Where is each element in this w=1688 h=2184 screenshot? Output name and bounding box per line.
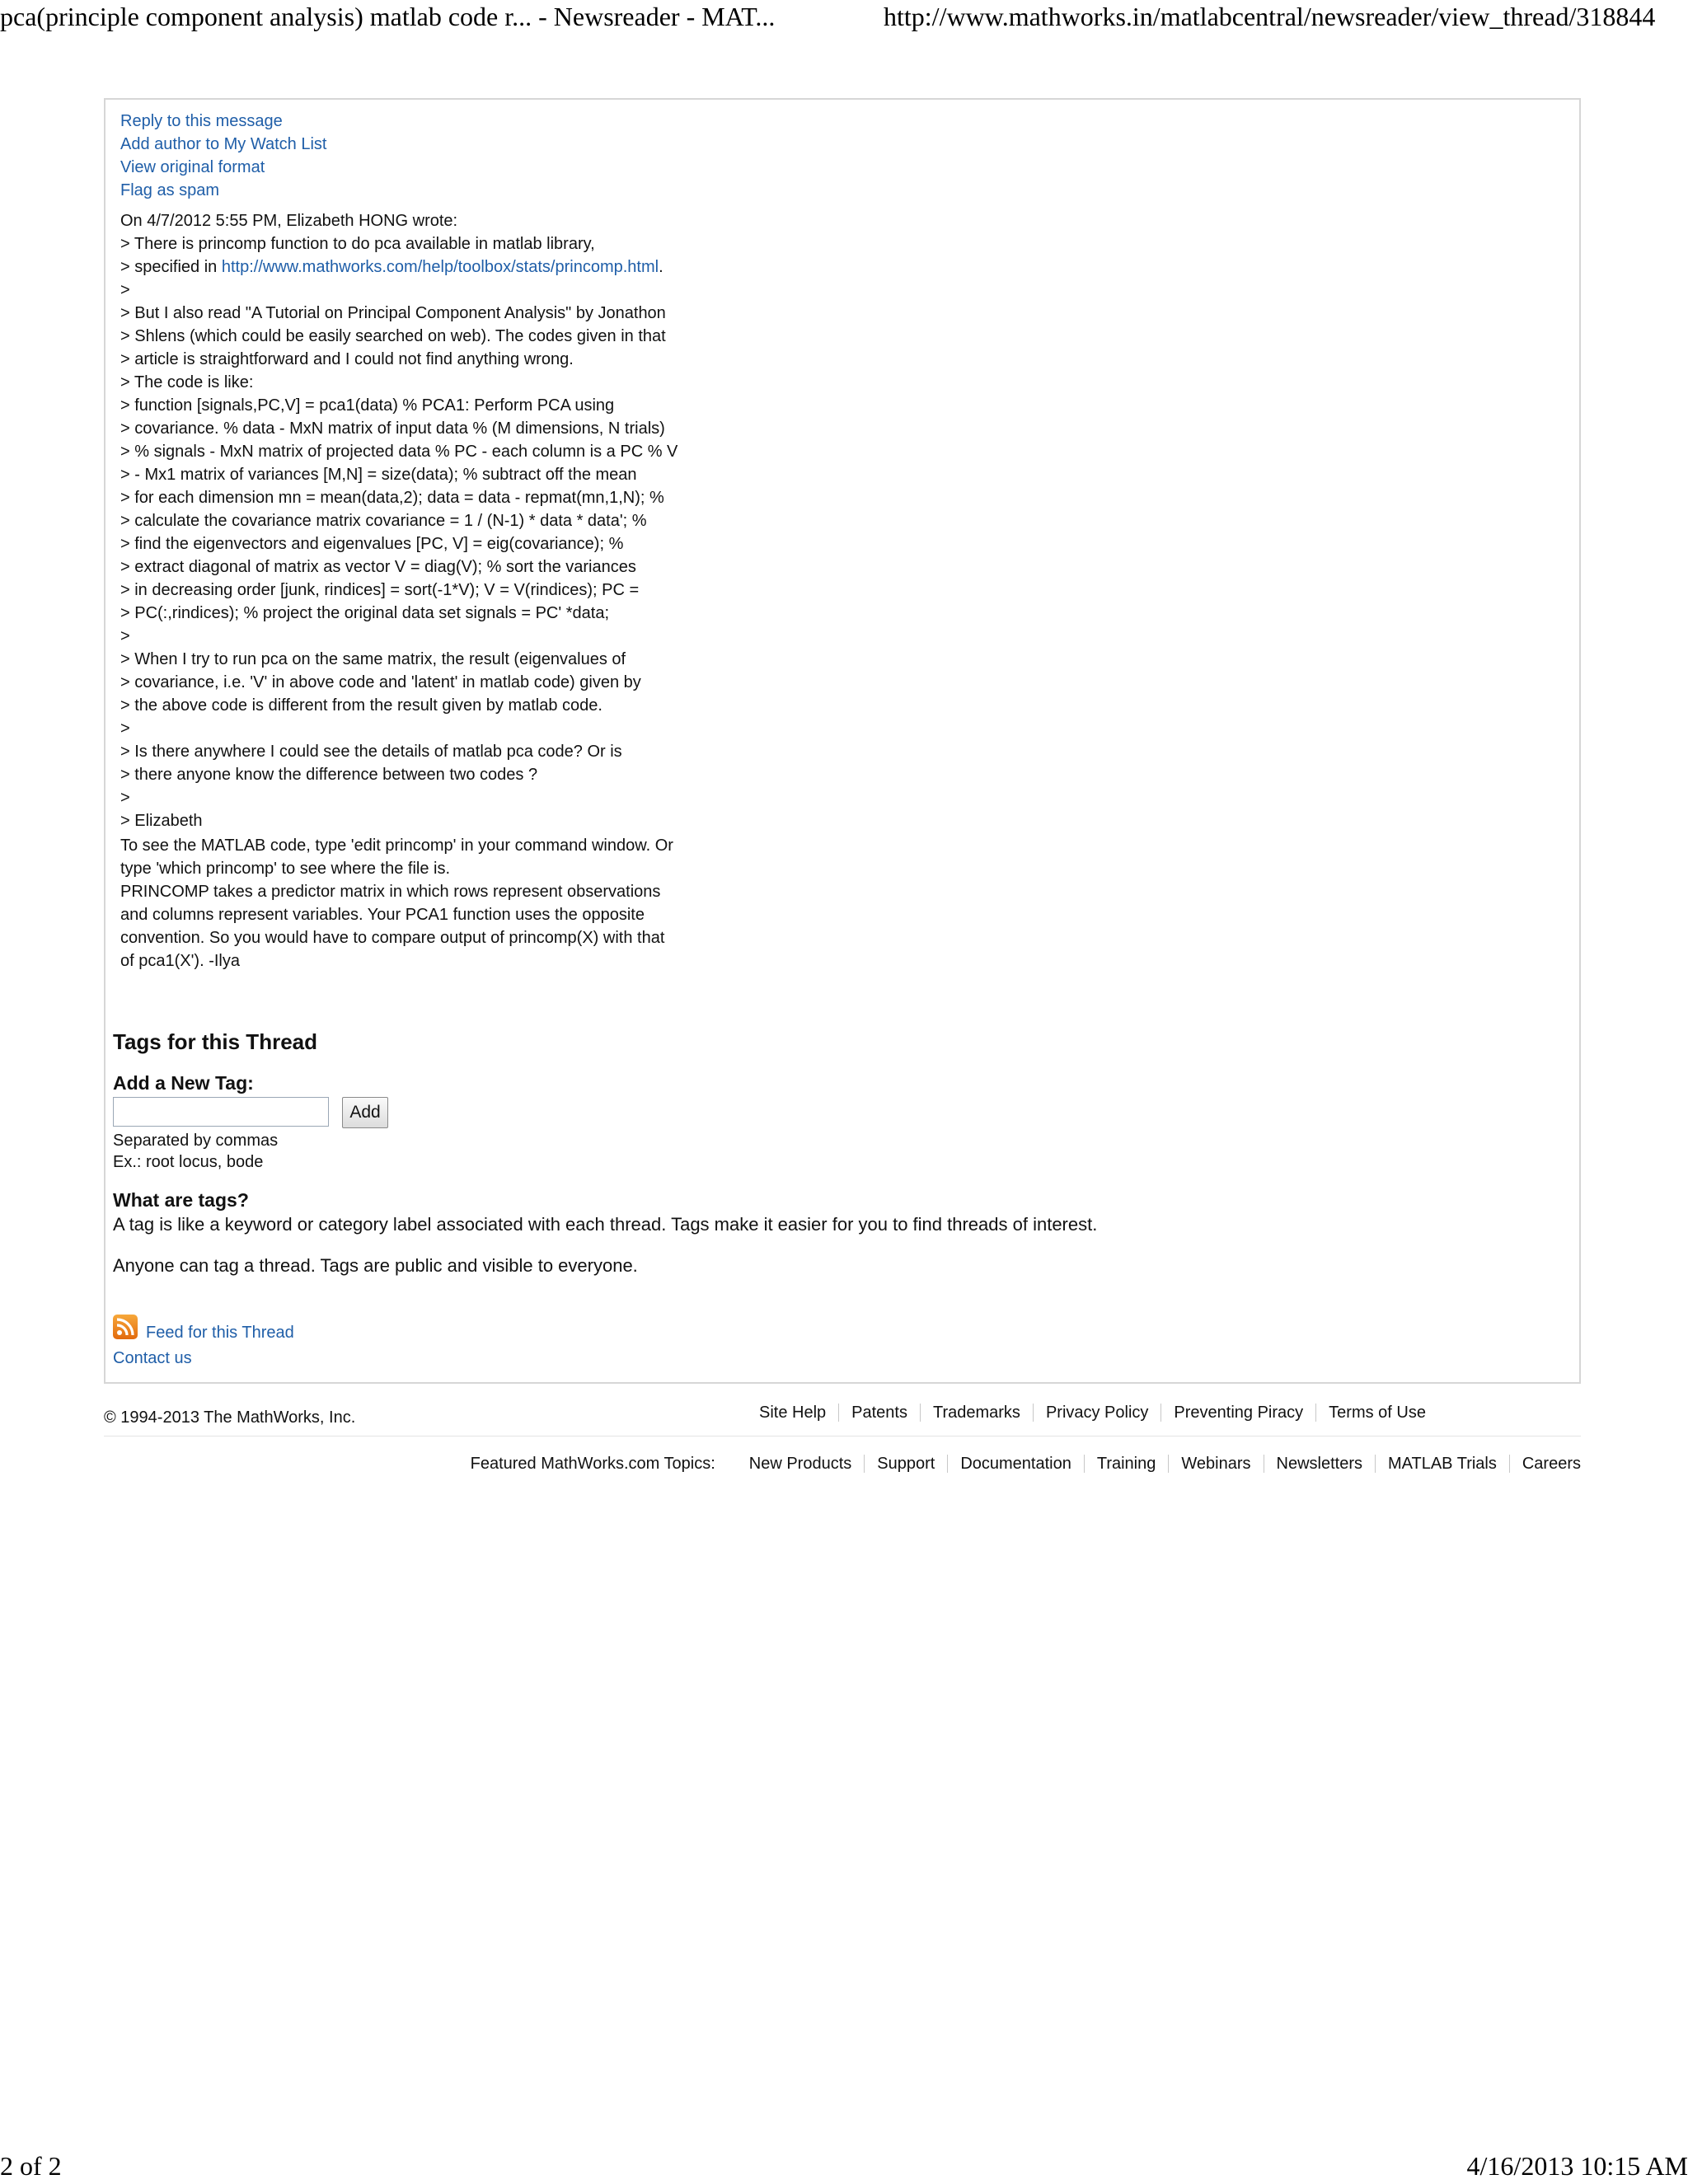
footer-link-patents[interactable]: Patents <box>851 1404 907 1422</box>
message-line: > article is straightforward and I could not find anything wrong. <box>120 350 574 368</box>
footer-link-item <box>947 1455 1084 1473</box>
message-line: > covariance, i.e. 'V' in above code and 'latent' in matlab code) given by <box>120 673 641 691</box>
footer-link-item <box>737 1455 865 1473</box>
message-line: convention. So you would have to compare output of princomp(X) with that <box>120 929 665 947</box>
message-line: > % signals - MxN matrix of projected data % PC - each column is a PC % V <box>120 443 678 461</box>
feed-for-thread-link[interactable]: Feed for this Thread <box>146 1324 294 1342</box>
message-line: > But I also read "A Tutorial on Principal Component Analysis" by Jonathon <box>120 304 666 322</box>
footer-link-newsletters[interactable]: Newsletters <box>1276 1455 1362 1473</box>
message-line: type 'which princomp' to see where the file is. <box>120 860 451 878</box>
message-line: > calculate the covariance matrix covariance = 1 / (N-1) * data * data'; % <box>120 512 647 530</box>
contact-us-link[interactable]: Contact us <box>113 1349 192 1367</box>
print-header <box>0 0 1688 36</box>
footer-link-item <box>1509 1455 1581 1473</box>
footer-link-item <box>1168 1455 1263 1473</box>
reply-link[interactable]: Reply to this message <box>120 112 283 130</box>
message-line: > Elizabeth <box>120 812 203 830</box>
add-tag-form <box>113 1097 1514 1130</box>
message-line: > <box>120 789 130 807</box>
message-line: of pca1(X'). -Ilya <box>120 952 240 970</box>
footer-link-matlab-trials[interactable]: MATLAB Trials <box>1387 1455 1497 1473</box>
quoted-text-part2 <box>120 279 796 832</box>
message-line: > extract diagonal of matrix as vector V = diag(V); % sort the variances <box>120 558 636 576</box>
add-tag-heading: Add a New Tag: <box>113 1072 254 1094</box>
footer-link-item <box>838 1404 920 1422</box>
footer-link-site-help[interactable]: Site Help <box>759 1404 827 1422</box>
footer-link-preventing-piracy[interactable]: Preventing Piracy <box>1174 1404 1304 1422</box>
add-tag-button[interactable]: Add <box>342 1097 388 1128</box>
tag-hint-example: Ex.: root locus, bode <box>113 1153 264 1171</box>
message-line: > Shlens (which could be easily searched on web). The codes given in that <box>120 327 666 345</box>
quoted-text-part1 <box>120 232 796 255</box>
message-text: > specified in <box>120 258 222 276</box>
featured-topics <box>471 1452 1581 1475</box>
thread-feed <box>113 1315 294 1343</box>
message-text: . <box>659 258 663 276</box>
footer-link-careers[interactable]: Careers <box>1522 1455 1581 1473</box>
message-line: > in decreasing order [junk, rindices] = sort(-1*V); V = V(rindices); PC = <box>120 581 640 599</box>
footer-link-item <box>1084 1455 1169 1473</box>
footer-link-item <box>920 1404 1033 1422</box>
print-page-url: http://www.mathworks.in/matlabcentral/newsreader/view_thread/318844 <box>884 2 1656 31</box>
footer-link-item <box>747 1404 838 1422</box>
reply-text <box>120 834 796 972</box>
message-line: > for each dimension mn = mean(data,2); data = data - repmat(mn,1,N); % <box>120 489 664 507</box>
featured-topics-list <box>737 1452 1581 1475</box>
message-line: > <box>120 627 130 645</box>
message-line: > When I try to run pca on the same matrix, the result (eigenvalues of <box>120 650 626 668</box>
footer-link-item <box>1315 1404 1438 1422</box>
legal-links-list <box>747 1401 1438 1424</box>
print-page-number: 2 of 2 <box>0 2151 62 2181</box>
message-line: > covariance. % data - MxN matrix of input data % (M dimensions, N trials) <box>120 419 665 438</box>
add-to-watch-list-link[interactable]: Add author to My Watch List <box>120 135 327 153</box>
message-line: > function [signals,PC,V] = pca1(data) % PCA1: Perform PCA using <box>120 396 615 415</box>
princomp-doc-link[interactable]: http://www.mathworks.com/help/toolbox/stats/princomp.html <box>221 258 659 276</box>
footer-link-item <box>864 1455 947 1473</box>
footer-link-item <box>1375 1455 1509 1473</box>
message-line: > There is princomp function to do pca available in matlab library, <box>120 235 595 253</box>
message-line: PRINCOMP takes a predictor matrix in which rows represent observations <box>120 883 661 901</box>
footer-link-trademarks[interactable]: Trademarks <box>932 1404 1020 1422</box>
message-line: > - Mx1 matrix of variances [M,N] = size(data); % subtract off the mean <box>120 466 637 484</box>
message-line: > <box>120 281 130 299</box>
contact-row <box>113 1347 192 1370</box>
message-line: > PC(:,rindices); % project the original data set signals = PC' *data; <box>120 604 609 622</box>
print-page-title: pca(principle component analysis) matlab code r... - Newsreader - MAT... <box>0 2 776 31</box>
footer-link-training[interactable]: Training <box>1096 1455 1156 1473</box>
message-line: > the above code is different from the result given by matlab code. <box>120 696 603 715</box>
message-line-with-link <box>120 255 796 279</box>
message-body <box>120 209 796 972</box>
view-original-format-link[interactable]: View original format <box>120 158 265 176</box>
legal-links <box>747 1401 1438 1424</box>
flag-as-spam-link[interactable]: Flag as spam <box>120 181 220 199</box>
footer-link-documentation[interactable]: Documentation <box>960 1455 1071 1473</box>
print-date: 4/16/2013 10:15 AM <box>1466 2151 1688 2181</box>
message-line: > The code is like: <box>120 373 254 391</box>
message-line: > <box>120 719 130 738</box>
tags-public-note: Anyone can tag a thread. Tags are public and visible to everyone. <box>113 1255 638 1276</box>
thread-message-box <box>104 98 1581 1384</box>
footer-link-privacy-policy[interactable]: Privacy Policy <box>1045 1404 1149 1422</box>
tags-heading: Tags for this Thread <box>113 1029 317 1054</box>
message-line: To see the MATLAB code, type 'edit princomp' in your command window. Or <box>120 837 673 855</box>
message-line: > find the eigenvectors and eigenvalues [PC, V] = eig(covariance); % <box>120 535 624 553</box>
rss-feed-icon[interactable] <box>113 1315 138 1339</box>
what-are-tags-heading: What are tags? <box>113 1189 249 1211</box>
footer-link-support[interactable]: Support <box>877 1455 935 1473</box>
what-are-tags-description: A tag is like a keyword or category label associated with each thread. Tags make it easier for you to find threads of interest. <box>113 1214 1098 1235</box>
tag-input[interactable] <box>113 1097 329 1127</box>
message-line: > Is there anywhere I could see the details of matlab pca code? Or is <box>120 743 622 761</box>
message-header-line: On 4/7/2012 5:55 PM, Elizabeth HONG wrote: <box>120 212 458 230</box>
tag-hint-separator: Separated by commas <box>113 1132 279 1150</box>
footer-link-item <box>1033 1404 1160 1422</box>
footer-link-new-products[interactable]: New Products <box>748 1455 852 1473</box>
tags-section <box>113 1028 1514 1278</box>
footer-link-item <box>1160 1404 1315 1422</box>
footer-link-item <box>1264 1455 1375 1473</box>
print-footer <box>0 2149 1688 2184</box>
footer-link-terms-of-use[interactable]: Terms of Use <box>1329 1404 1426 1422</box>
message-line: and columns represent variables. Your PCA1 function uses the opposite <box>120 906 645 924</box>
featured-topics-label: Featured MathWorks.com Topics: <box>470 1455 715 1473</box>
message-line: > there anyone know the difference between two codes ? <box>120 766 538 784</box>
message-actions <box>120 110 326 202</box>
footer-link-webinars[interactable]: Webinars <box>1181 1455 1251 1473</box>
copyright: © 1994-2013 The MathWorks, Inc. <box>104 1408 356 1427</box>
